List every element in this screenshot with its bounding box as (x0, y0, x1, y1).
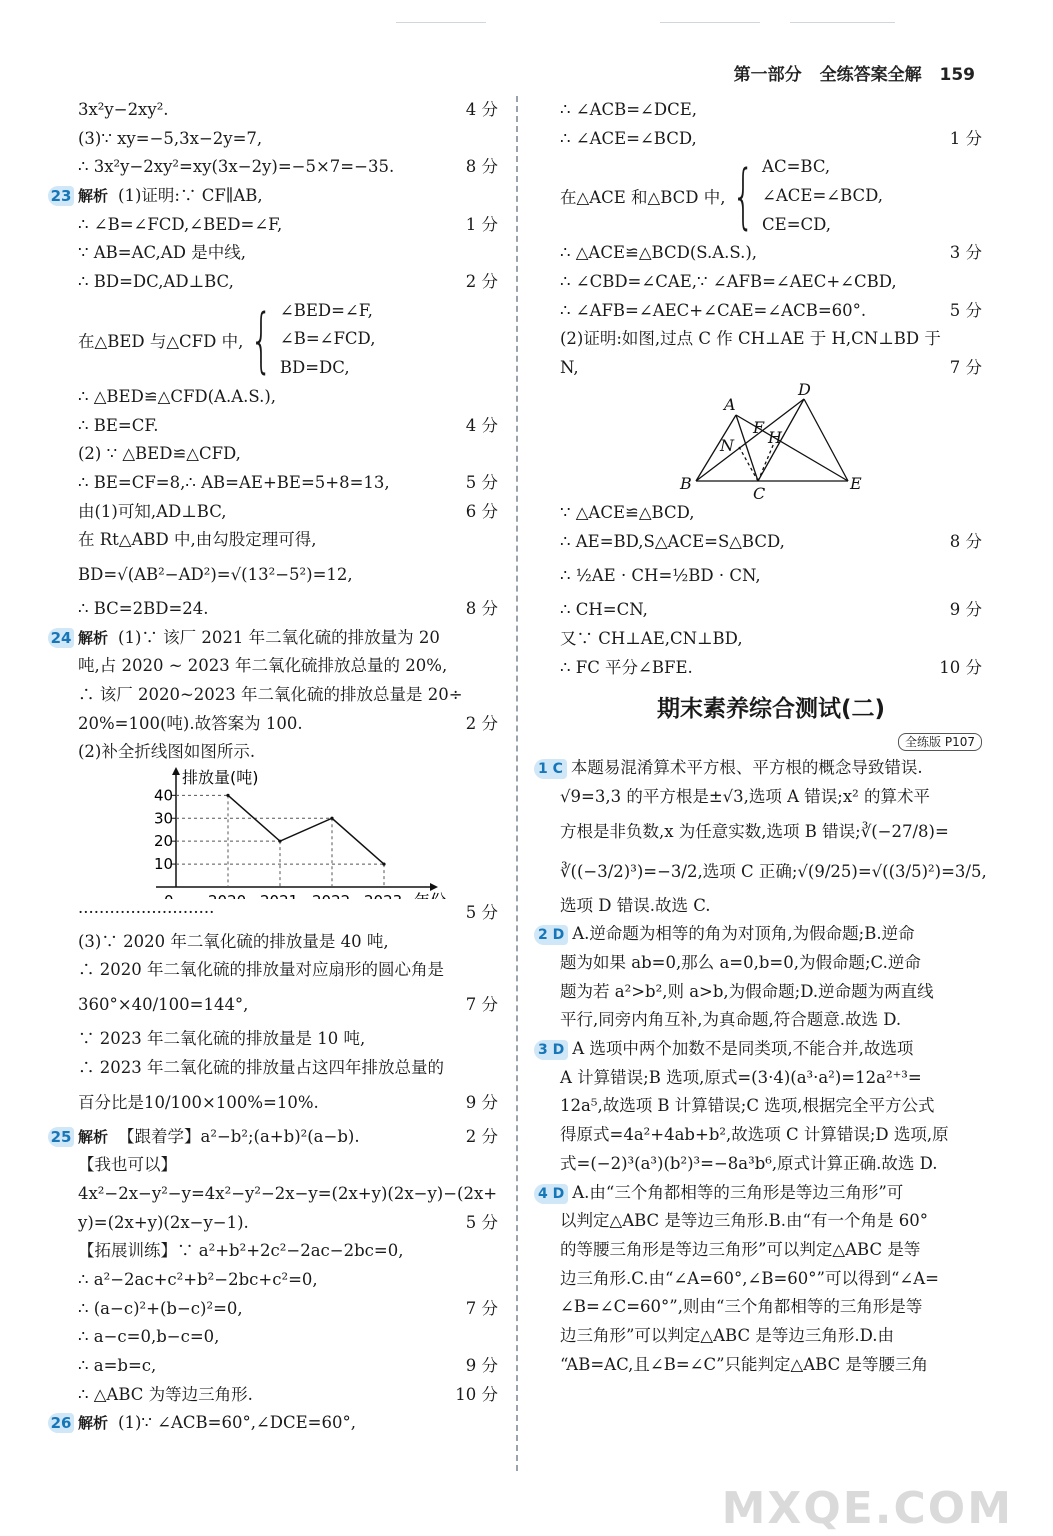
y-tick-label: 30 (154, 809, 174, 828)
line: ∴ a−c=0,b−c=0, (78, 1327, 220, 1347)
point-label-N: N (720, 435, 734, 455)
column-divider (516, 96, 518, 1471)
x-axis-arrow-icon (430, 883, 438, 891)
line: ∠B=∠C=60°”,则由“三个角都相等的三角形是等 (560, 1297, 923, 1317)
answer-4: 4 D A.由“三个角都相等的三角形是等边三角形”可 (560, 1179, 982, 1208)
geometry-diagram (560, 383, 982, 499)
answer-badge: 3 D (534, 1040, 568, 1060)
line: 题为若 a²>b²,则 a>b,为假命题;D.逆命题为两直线 (560, 981, 934, 1001)
question-23: 23 解析 (1)证明:∵ CF∥AB, (78, 182, 498, 211)
answer-1: 1 C 本题易混淆算术平方根、平方根的概念导致错误. (560, 754, 982, 783)
line: ∴ FC 平分∠BFE. 10 分 (560, 657, 982, 677)
line: 以判定△ABC 是等边三角形.B.由“有一个角是 60° (560, 1211, 928, 1231)
line: 又∵ CH⊥AE,CN⊥BD, (560, 628, 743, 648)
y-tick-label: 10 (154, 855, 174, 874)
series-line (228, 795, 384, 864)
line: ∵ △ACE≌△BCD, (560, 502, 695, 522)
line: 选项 D 错误.故选 C. (560, 895, 711, 915)
question-number-badge: 25 (48, 1127, 74, 1147)
line: ∴ CH=CN, 9 分 (560, 600, 982, 620)
line: 由(1)可知,AD⊥BC, 6 分 (78, 501, 498, 521)
brace-icon: { (250, 298, 273, 381)
line: ∛((−3/2)³)=−3/2,选项 C 正确;√(9/25)=√((3/5)²)=3/5, (560, 861, 987, 881)
point-label-B: B (680, 473, 692, 493)
origin-label (164, 892, 174, 899)
line: 题为如果 ab=0,那么 a=0,b=0,为假命题;C.逆命 (560, 953, 921, 972)
point-label-C: C (753, 483, 766, 499)
right-column (538, 96, 987, 1379)
line: ∴ ∠ACE=∠BCD, 1 分 (560, 128, 982, 148)
line: 得原式=4a²+4ab+b²,故选项 C 计算错误;D 选项,原 (560, 1125, 949, 1145)
left-column (50, 96, 498, 1438)
line: ∴ a²−2ac+c²+b²−2bc+c²=0, (78, 1269, 318, 1289)
line: 方根是非负数,x 为任意实数,选项 B 错误;∛(−27/8)= (560, 821, 949, 841)
page-header (722, 60, 975, 85)
line: 360°×40/100=144°, 7 分 (78, 995, 498, 1015)
dotted-leader: ·························· (78, 903, 215, 923)
line: 【我也可以】 (78, 1155, 177, 1175)
line: ∴ 2023 年二氧化硫的排放量占这四年排放总量的 (78, 1057, 444, 1077)
line: 平行,同旁内角互补,为真命题,符合题意.故选 D. (560, 1010, 902, 1030)
x-tick-label (364, 892, 402, 899)
line: 的等腰三角形是等边三角形”可以判定△ABC 是等 (560, 1239, 921, 1259)
line: ∴ BE=CF=8,∴ AB=AE+BE=5+8=13, 5 分 (78, 472, 498, 492)
line: ∴ (a−c)²+(b−c)²=0, 7 分 (78, 1298, 498, 1318)
line: 12a⁵,故选项 B 计算错误;C 选项,根据完全平方公式 (560, 1096, 935, 1116)
point-label-F: F (753, 417, 765, 437)
line: ∴ ∠B=∠FCD,∠BED=∠F, 1 分 (78, 214, 498, 234)
data-point (330, 817, 333, 820)
question-number-badge: 26 (48, 1413, 74, 1433)
question-24: 24 解析 (1)∵ 该厂 2021 年二氧化硫的排放量为 20 (78, 624, 498, 653)
line: 在 Rt△ABD 中,由勾股定理可得, (78, 530, 317, 550)
y-axis-label: 排放量(吨) (182, 768, 259, 788)
line: (2) ∵ △BED≌△CFD, (78, 444, 241, 464)
line: ∴ AE=BD,S△ACE=S△BCD, 8 分 (560, 531, 982, 551)
line: ∴ ∠CBD=∠CAE,∵ ∠AFB=∠AEC+∠CBD, (560, 272, 897, 292)
line: 3x²y−2xy². 4 分 (78, 100, 498, 119)
header-section: 全练答案全解 (819, 65, 922, 85)
line: ∴ a=b=c, 9 分 (78, 1356, 498, 1375)
line-chart (78, 767, 498, 899)
geometry-svg (560, 383, 982, 499)
line-chart-svg (78, 767, 498, 899)
x-axis-label (414, 891, 446, 899)
watermark: MXQE.COM (721, 1483, 1013, 1534)
line: ∴ BD=DC,AD⊥BC, 2 分 (78, 272, 498, 292)
answer-badge: 4 D (534, 1184, 568, 1204)
line: (3)∵ xy=−5,3x−2y=7, (78, 128, 263, 148)
line: (3)∵ 2020 年二氧化硫的排放量是 40 吨, (78, 931, 389, 951)
point-label-D: D (798, 382, 811, 399)
answer-2: 2 D A.逆命题为相等的角为对顶角,为假命题;B.逆命 (560, 920, 982, 949)
line: ∴ △BED≌△CFD(A.A.S.), (78, 386, 277, 406)
line: ∴ ∠AFB=∠AEC+∠CAE=∠ACB=60°. 5 分 (560, 300, 982, 320)
line: 边三角形.C.由“∠A=60°,∠B=60°”可以得到“∠A= (560, 1268, 939, 1288)
line: ∴ BE=CF. 4 分 (78, 415, 498, 435)
answer-3: 3 D A 选项中两个加数不是同类项,不能合并,故选项 (560, 1035, 982, 1064)
y-axis-arrow-icon (172, 767, 180, 775)
y-tick-label: 20 (154, 832, 174, 851)
equation-system: 在△ACE 和△BCD 中, { AC=BC, ∠ACE=∠BCD, CE=CD, (560, 155, 884, 238)
point-label-H: H (768, 427, 782, 447)
data-point (278, 840, 281, 843)
line: ∴ BC=2BD=24. 8 分 (78, 598, 498, 618)
line: ∵ AB=AC,AD 是中线, (78, 243, 246, 263)
answer-badge: 1 C (534, 759, 567, 779)
edition-tag: 全练版 P107 (560, 730, 982, 754)
line: y)=(2x+y)(2x−y−1). 5 分 (78, 1212, 498, 1232)
line: ∴ △ACE≌△BCD(S.A.S.), 3 分 (560, 243, 982, 263)
page-number: 159 (939, 65, 975, 85)
line: 边三角形”可以判定△ABC 是等边三角形.D.由 (560, 1325, 894, 1345)
point-label-E: E (850, 473, 862, 493)
question-25: 25 解析 【跟着学】a²−b²;(a+b)²(a−b). 2 分 (78, 1123, 498, 1152)
line: “AB=AC,且∠B=∠C”只能判定△ABC 是等腰三角 (560, 1354, 928, 1374)
section-title: 期末素养综合测试(二) (656, 696, 886, 723)
line: ∴ 2020 年二氧化硫的排放量对应扇形的圆心角是 (78, 960, 444, 980)
data-point (382, 863, 385, 866)
line: 百分比是10/100×100%=10%. 9 分 (78, 1092, 498, 1112)
answer-badge: 2 D (534, 925, 568, 945)
line: 4x²−2x−y²−y=4x²−y²−2x−y=(2x+y)(2x−y)−(2x+ (78, 1183, 498, 1203)
line: ∴ ∠ACB=∠DCE, (560, 100, 698, 119)
line: 吨,占 2020 ~ 2023 年二氧化硫排放总量的 20%, (78, 656, 448, 676)
top-rule (660, 22, 760, 23)
line: A 计算错误;B 选项,原式=(3·4)(a³·a²)=12a²⁺³= (560, 1067, 922, 1087)
x-tick-label (312, 892, 350, 899)
line: ·························· 5 分 (78, 903, 498, 923)
question-number-badge: 23 (48, 186, 74, 206)
y-tick-label: 40 (154, 786, 174, 805)
line: ∴ ½AE · CH=½BD · CN, (560, 566, 761, 586)
line: ∴ △ABC 为等边三角形. 10 分 (78, 1384, 498, 1404)
line: ∴ 该厂 2020~2023 年二氧化硫的排放总量是 20÷ (78, 685, 463, 704)
top-rule (790, 22, 895, 23)
point-label-A: A (724, 394, 736, 414)
brace-icon: { (732, 155, 755, 238)
line: BD=√(AB²−AD²)=√(13²−5²)=12, (78, 564, 353, 584)
top-rule (396, 22, 486, 23)
line: 式=(−2)³(a³)(b²)³=−8a³b⁶,原式计算正确.故选 D. (560, 1153, 938, 1173)
question-26: 26 解析 (1)∵ ∠ACB=60°,∠DCE=60°, (78, 1409, 498, 1438)
equation-system: 在△BED 与△CFD 中, { ∠BED=∠F, ∠B=∠FCD, BD=DC, (78, 298, 376, 381)
line: (2)补全折线图如图所示. (78, 742, 256, 762)
line: √9=3,3 的平方根是±√3,选项 A 错误;x² 的算术平 (560, 786, 931, 806)
line: 20%=100(吨).故答案为 100. 2 分 (78, 713, 498, 733)
x-tick-label (260, 892, 298, 899)
line: ∵ 2023 年二氧化硫的排放量是 10 吨, (78, 1029, 366, 1049)
line: ∴ 3x²y−2xy²=xy(3x−2y)=−5×7=−35. 8 分 (78, 157, 498, 177)
header-part: 第一部分 (733, 65, 802, 85)
question-number-badge: 24 (48, 628, 74, 648)
line: 【拓展训练】∵ a²+b²+2c²−2ac−2bc=0, (78, 1241, 404, 1261)
line: N, 7 分 (560, 358, 982, 378)
x-tick-label (208, 892, 246, 899)
line: (2)证明:如图,过点 C 作 CH⊥AE 于 H,CN⊥BD 于 (560, 329, 941, 349)
data-point (226, 794, 229, 797)
